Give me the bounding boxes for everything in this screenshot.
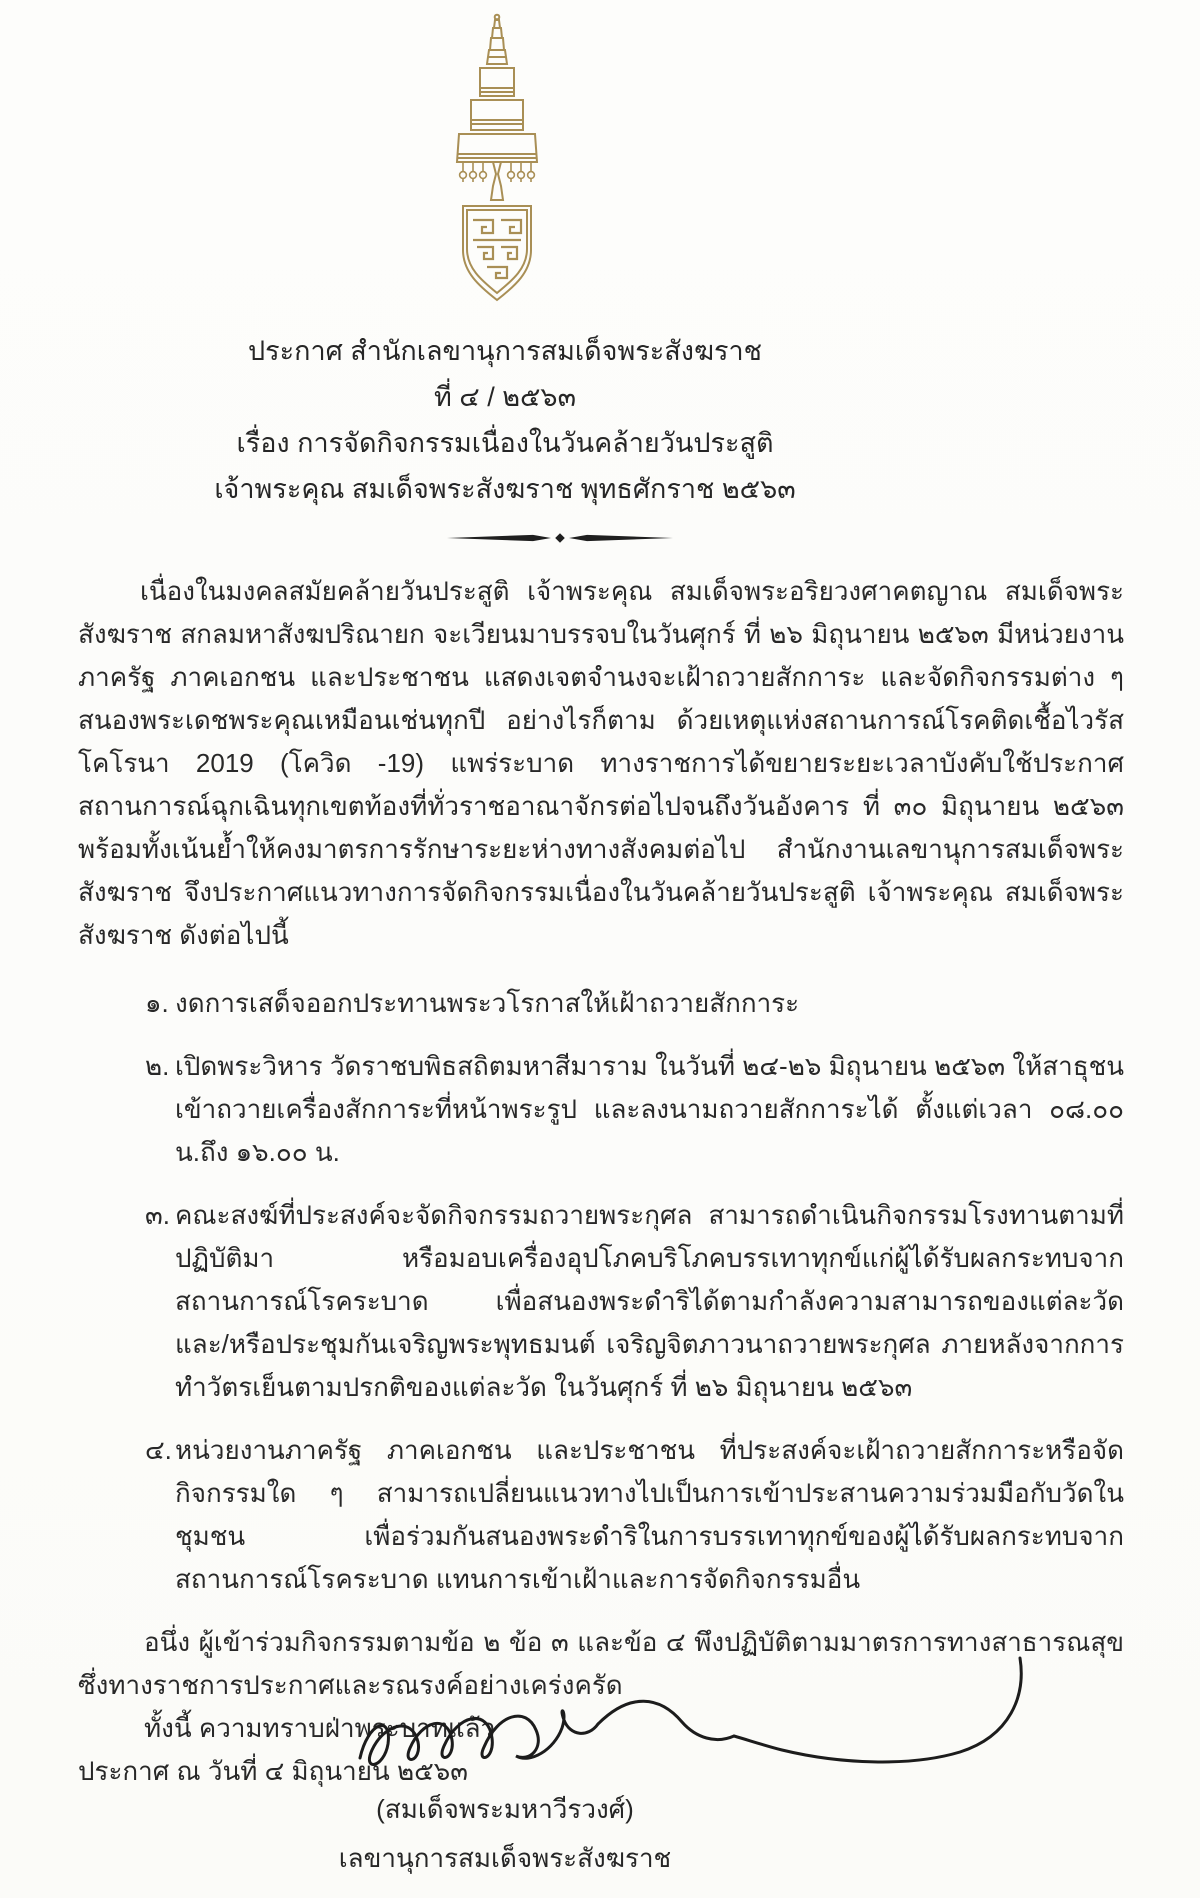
announcement-date-line: ประกาศ ณ วันที่ ๔ มิถุนายน ๒๕๖๓ bbox=[78, 1756, 469, 1786]
item-text: หน่วยงานภาครัฐ ภาคเอกชน และประชาชน ที่ประสงค์จะเฝ้าถวายสักการะหรือจัดกิจกรรมใด ๆ สามารถเปลี่ยนแนวทางไปเป็นการเข้าประสานความร่วมมือกับวัดในชุมชน เพื่อร่วมกันสนองพระดำริในการบรรเทาทุกข์ของผู้ได้รับผลกระทบจากสถานการณ์โรคระบาด แทนการเข้าเฝ้าและการจัดกิจกรรมอื่น bbox=[175, 1435, 1124, 1594]
list-item bbox=[145, 1045, 1124, 1174]
signer-name: (สมเด็จพระมหาวีรวงศ์) bbox=[376, 1794, 634, 1824]
acknowledgement-line: ทั้งนี้ ความทราบฝ่าพระบาทแล้ว bbox=[144, 1713, 496, 1743]
item-text: งดการเสด็จออกประทานพระวโรกาสให้เฝ้าถวายสักการะ bbox=[175, 988, 800, 1018]
list-item bbox=[145, 1429, 1124, 1601]
note-paragraph: อนึ่ง ผู้เข้าร่วมกิจกรรมตามข้อ ๒ ข้อ ๓ และข้อ ๔ พึงปฏิบัติตามมาตรการทางสาธารณสุขซึ่งทางราชการประกาศและรณรงค์อย่างเคร่งครัด bbox=[78, 1627, 1124, 1700]
issuing-office-line: ประกาศ สำนักเลขานุการสมเด็จพระสังฆราช bbox=[248, 336, 762, 366]
subject-line: เรื่อง การจัดกิจกรรมเนื่องในวันคล้ายวันประสูติ bbox=[236, 428, 774, 458]
intro-paragraph: เนื่องในมงคลสมัยคล้ายวันประสูติ เจ้าพระคุณ สมเด็จพระอริยวงศาคตญาณ สมเด็จพระสังฆราช สกลมหาสังฆปริณายก จะเวียนมาบรรจบในวันศุกร์ ที่ ๒๖ มิถุนายน ๒๕๖๓ มีหน่วยงานภาครัฐ ภาคเอกชน และประชาชน แสดงเจตจำนงจะเฝ้าถวายสักการะ และจัดกิจกรรมต่าง ๆ สนองพระเดชพระคุณเหมือนเช่นทุกปี อย่างไรก็ตาม ด้วยเหตุแห่งสถานการณ์โรคติดเชื้อไวรัสโคโรนา 2019 (โควิด -19) แพร่ระบาด ทางราชการได้ขยายระยะเวลาบังคับใช้ประกาศสถานการณ์ฉุกเฉินทุกเขตท้องที่ทั่วราชอาณาจักรต่อไปจนถึงวันอังคาร ที่ ๓๐ มิถุนายน ๒๕๖๓ พร้อมทั้งเน้นย้ำให้คงมาตรการรักษาระยะห่างทางสังคมต่อไป สำนักงานเลขานุการสมเด็จพระสังฆราช จึงประกาศแนวทางการจัดกิจกรรมเนื่องในวันคล้ายวันประสูติ เจ้าพระคุณ สมเด็จพระสังฆราช ดังต่อไปนี้ bbox=[78, 576, 1124, 950]
directive-list bbox=[145, 982, 1124, 1601]
list-item bbox=[145, 982, 1124, 1025]
handwritten-signature bbox=[330, 1650, 1050, 1798]
item-text: คณะสงฆ์ที่ประสงค์จะจัดกิจกรรมถวายพระกุศล สามารถดำเนินกิจกรรมโรงทานตามที่ปฏิบัติมา หรือมอบเครื่องอุปโภคบริโภคบรรเทาทุกข์แก่ผู้ได้รับผลกระทบจากสถานการณ์โรคระบาด เพื่อสนองพระดำริได้ตามกำลังความสามารถของแต่ละวัด และ/หรือประชุมกันเจริญพระพุทธมนต์ เจริญจิตภาวนาถวายพระกุศล ภายหลังจากการทำวัตรเย็นตามปรกติของแต่ละวัด ในวันศุกร์ ที่ ๒๖ มิถุนายน ๒๕๖๓ bbox=[175, 1200, 1124, 1402]
ornamental-divider bbox=[445, 531, 675, 545]
item-text: เปิดพระวิหาร วัดราชบพิธสถิตมหาสีมาราม ในวันที่ ๒๔-๒๖ มิถุนายน ๒๕๖๓ ให้สาธุชนเข้าถวายเครื่องสักการะที่หน้าพระรูป และลงนามถวายสักการะได้ ตั้งแต่เวลา ๐๘.๐๐ น.ถึง ๑๖.๐๐ น. bbox=[175, 1051, 1124, 1167]
list-item bbox=[145, 1194, 1124, 1409]
subject-line-2: เจ้าพระคุณ สมเด็จพระสังฆราช พุทธศักราช ๒๕๖๓ bbox=[214, 474, 796, 504]
item-number: ๓. bbox=[145, 1200, 170, 1230]
supreme-patriarch-emblem-icon bbox=[437, 12, 557, 312]
signer-title: เลขานุการสมเด็จพระสังฆราช bbox=[338, 1843, 672, 1873]
item-number: ๑. bbox=[145, 988, 169, 1018]
document-number-line: ที่ ๔ / ๒๕๖๓ bbox=[433, 382, 577, 412]
document-body bbox=[78, 570, 1124, 1793]
item-number: ๔. bbox=[145, 1435, 172, 1465]
document-header bbox=[0, 328, 1010, 512]
item-number: ๒. bbox=[145, 1051, 170, 1081]
